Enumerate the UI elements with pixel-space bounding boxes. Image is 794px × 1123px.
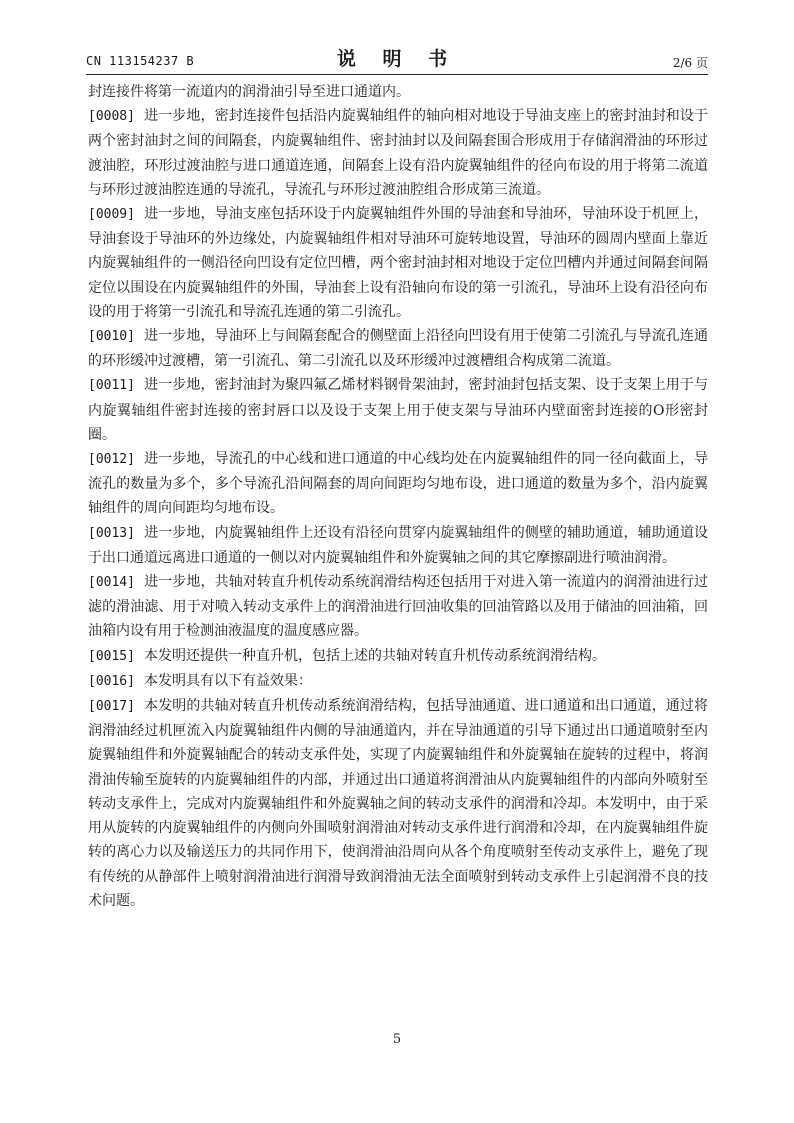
paragraph-text: 进一步地，内旋翼轴组件上还设有沿径向贯穿内旋翼轴组件的侧壁的辅助通道，辅助通道设于出口通道远离进口通道的一侧以对内旋翼轴组件和外旋翼轴之间的其它摩擦副进行喷油润滑。: [88, 524, 708, 566]
paragraph-0014: [88, 570, 708, 644]
paragraph-text: 本发明的共轴对转直升机传动系统润滑结构，包括导油通道、进口通道和出口通道，通过将润滑油经过机匣流入内旋翼轴组件内侧的导油通道内，并在导油通道的引导下通过出口通道喷射至内旋翼轴组件和外旋翼轴配合的转动支承件处，实现了内旋翼轴组件和外旋翼轴在旋转的过程中，将润滑油传输至旋转的内旋翼轴组件的内部，并通过出口通道将润滑油从内旋翼轴组件的内部向外喷射至转动支承件上，完成对内旋翼轴组件和外旋翼轴之间的转动支承件的润滑和冷却。本发明中，由于采用从旋转的内旋翼轴组件的内侧向外围喷射润滑油对转动支承件进行润滑和冷却，在内旋翼轴组件旋转的离心力以及输送压力的共同作用下，使润滑油沿周向从各个角度喷射至传动支承件上，避免了现有传统的从静部件上喷射润滑油进行润滑导致润滑油无法全面喷射到转动支承件上引起润滑不良的技术问题。: [88, 698, 708, 909]
page-of-total: 2/6 页: [672, 56, 708, 70]
paragraph-number: [0011]: [88, 378, 135, 394]
paragraph-0016: [88, 669, 708, 694]
page-number: 5: [392, 1032, 402, 1047]
paragraph-text: 进一步地，导流孔的中心线和进口通道的中心线均处在内旋翼轴组件的同一径向截面上，导流孔的数量为多个，多个导流孔沿间隔套的周向间距均匀地布设，进口通道的数量为多个，沿内旋翼轴组件的周向间距均匀地布设。: [88, 451, 708, 517]
paragraph-0012: [88, 447, 708, 521]
paragraph-text: 进一步地，共轴对转直升机传动系统润滑结构还包括用于对进入第一流道内的润滑油进行过滤的滑油滤、用于对喷入转动支承件上的润滑油进行回油收集的回油管路以及用于储油的回油箱，回油箱内设有用于检测油液温度的温度感应器。: [88, 574, 708, 640]
paragraph-text: 进一步地，密封油封为聚四氟乙烯材料钢骨架油封，密封油封包括支架、设于支架上用于与内旋翼轴组件密封连接的密封唇口以及设于支架上用于使支架与导油环内壁面密封连接的O形密封圈。: [88, 377, 708, 443]
paragraph-number: [0010]: [88, 329, 135, 345]
paragraph-0015: [88, 644, 708, 669]
paragraph-0011: [88, 373, 708, 447]
paragraph-number: [0013]: [88, 525, 135, 541]
paragraph-text: 进一步地，导油环上与间隔套配合的侧壁面上沿径向凹设有用于使第二引流孔与导流孔连通的环形缓冲过渡槽，第一引流孔、第二引流孔以及环形缓冲过渡槽组合构成第二流道。: [88, 328, 708, 370]
paragraph-number: [0016]: [88, 673, 135, 689]
paragraph-0009: [88, 202, 708, 324]
paragraph-text: 进一步地，导油支座包括环设于内旋翼轴组件外围的导油套和导油环，导油环设于机匣上，导油套设于导油环的外边缘处，内旋翼轴组件相对导油环可旋转地设置，导油环的圆周内壁面上靠近内旋翼轴组件的一侧沿径向凹设有定位凹槽，两个密封油封相对地设于定位凹槽内并通过间隔套间隔定位以围设在内旋翼轴组件的外围，导油套上设有沿轴向布设的第一引流孔，导油环上设有沿径向布设的用于将第一引流孔和导流孔连通的第二引流孔。: [88, 206, 708, 320]
document-title: 说 明 书: [336, 48, 458, 70]
paragraph-text: 进一步地，密封连接件包括沿内旋翼轴组件的轴向相对地设于导油支座上的密封油封和设于两个密封油封之间的间隔套，内旋翼轴组件、密封油封以及间隔套围合形成用于存储润滑油的环形过渡油腔，环形过渡油腔与进口通道连通，间隔套上设有沿内旋翼轴组件的径向布设的用于将第二流道与环形过渡油腔连通的导流孔，导流孔与环形过渡油腔组合形成第三流道。: [88, 108, 708, 198]
paragraph-0010: [88, 324, 708, 373]
paragraph-0013: [88, 521, 708, 570]
description-body: [88, 80, 708, 913]
paragraph-text: 本发明还提供一种直升机，包括上述的共轴对转直升机传动系统润滑结构。: [144, 647, 606, 664]
paragraph-number: [0012]: [88, 452, 135, 468]
paragraph-number: [0008]: [88, 109, 135, 125]
paragraph-text: 本发明具有以下有益效果：: [144, 672, 312, 689]
publication-number: CN 113154237 B: [86, 54, 195, 68]
paragraph-0017: [88, 694, 708, 913]
continued-text: 封连接件将第一流道内的润滑油引导至进口通道内。: [88, 84, 410, 100]
paragraph-number: [0009]: [88, 207, 135, 223]
paragraph-number: [0014]: [88, 575, 135, 591]
paragraph-number: [0017]: [88, 699, 135, 715]
paragraph-number: [0015]: [88, 648, 135, 664]
page-header: [86, 44, 708, 75]
paragraph-0008: [88, 104, 708, 202]
